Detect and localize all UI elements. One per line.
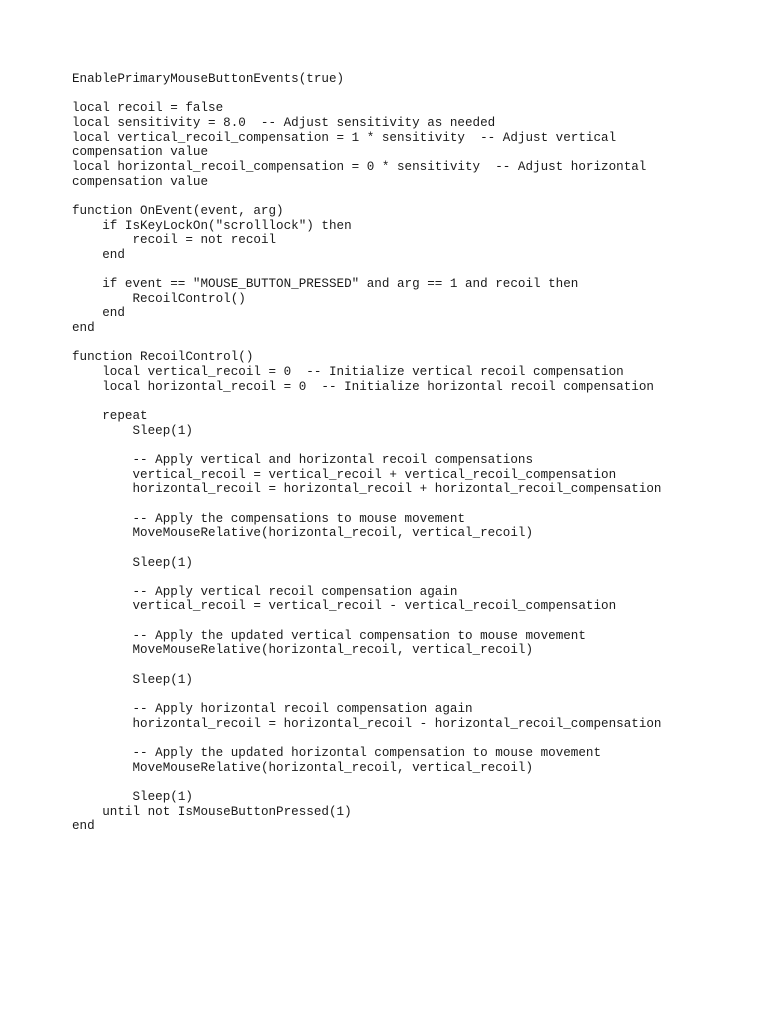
blank-line [72,336,696,351]
code-line: vertical_recoil = vertical_recoil - vertical_recoil_compensation [72,599,617,614]
blank-line [72,189,696,204]
code-line: compensation value [72,174,209,189]
code-line: local horizontal_recoil_compensation = 0 * sensitivity -- Adjust horizontal [72,159,647,174]
code-line: horizontal_recoil = horizontal_recoil - horizontal_recoil_compensation [72,716,662,731]
blank-line [72,438,696,453]
code-line: -- Apply vertical recoil compensation again [72,584,458,599]
code-line: MoveMouseRelative(horizontal_recoil, vertical_recoil) [72,760,534,775]
blank-line [72,497,696,512]
code-line: end [72,247,125,262]
code-line: Sleep(1) [72,672,193,687]
blank-line [72,263,696,278]
code-text-block [72,72,696,834]
code-line: end [72,819,95,834]
code-line: Sleep(1) [72,555,193,570]
code-line: end [72,306,125,321]
blank-line [72,614,696,629]
blank-line [72,687,696,702]
code-line: MoveMouseRelative(horizontal_recoil, vertical_recoil) [72,643,534,658]
code-line: local vertical_recoil = 0 -- Initialize vertical recoil compensation [72,365,624,380]
code-line: recoil = not recoil [72,233,277,248]
code-line: -- Apply the compensations to mouse movement [72,511,465,526]
blank-line [72,87,696,102]
code-line: MoveMouseRelative(horizontal_recoil, vertical_recoil) [72,526,534,541]
blank-line [72,541,696,556]
code-line: vertical_recoil = vertical_recoil + vertical_recoil_compensation [72,467,617,482]
blank-line [72,570,696,585]
code-line: local vertical_recoil_compensation = 1 * sensitivity -- Adjust vertical [72,130,617,145]
code-line: -- Apply horizontal recoil compensation again [72,702,473,717]
code-line: local recoil = false [72,101,224,116]
code-line: end [72,321,95,336]
code-line: horizontal_recoil = horizontal_recoil + horizontal_recoil_compensation [72,482,662,497]
code-line: -- Apply vertical and horizontal recoil compensations [72,452,534,467]
blank-line [72,658,696,673]
code-line: until not IsMouseButtonPressed(1) [72,804,352,819]
code-line: RecoilControl() [72,291,246,306]
code-line: -- Apply the updated vertical compensation to mouse movement [72,628,586,643]
code-line: local sensitivity = 8.0 -- Adjust sensitivity as needed [72,115,496,130]
blank-line [72,394,696,409]
code-line: if IsKeyLockOn("scrolllock") then [72,218,352,233]
code-line: function OnEvent(event, arg) [72,203,284,218]
code-line: -- Apply the updated horizontal compensation to mouse movement [72,745,602,760]
blank-line [72,731,696,746]
code-line: Sleep(1) [72,789,193,804]
code-line: repeat [72,409,148,424]
code-line: EnablePrimaryMouseButtonEvents(true) [72,72,345,86]
code-line: if event == "MOUSE_BUTTON_PRESSED" and arg == 1 and recoil then [72,277,579,292]
code-line: Sleep(1) [72,423,193,438]
code-line: compensation value [72,145,209,160]
code-line: function RecoilControl() [72,350,254,365]
blank-line [72,775,696,790]
code-line: local horizontal_recoil = 0 -- Initialize horizontal recoil compensation [72,379,654,394]
